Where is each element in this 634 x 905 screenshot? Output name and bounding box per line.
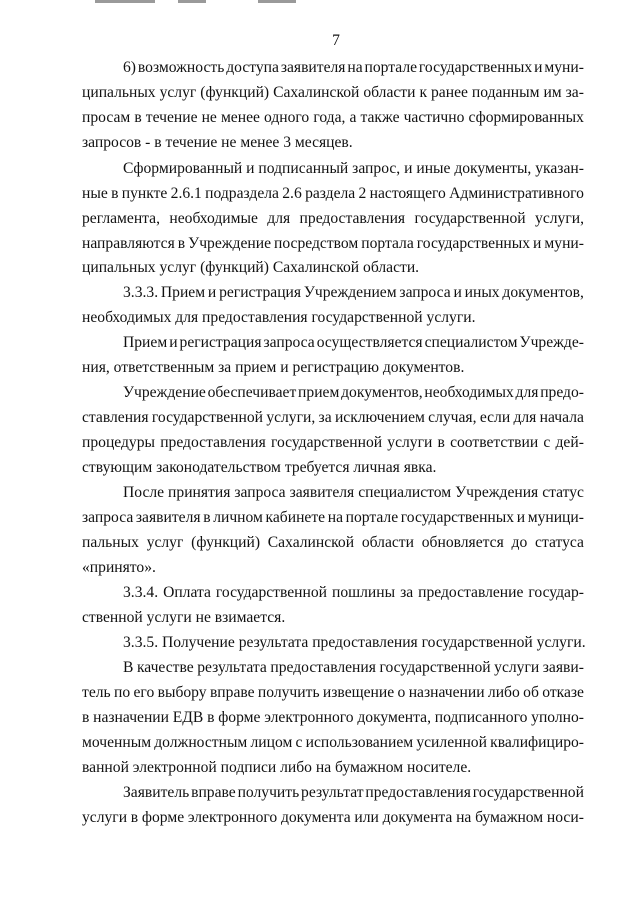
word: документа, [357, 709, 431, 726]
word: качестве [136, 659, 194, 676]
word: услуги [82, 809, 128, 826]
word: подраздела [205, 185, 279, 202]
text-line [123, 161, 584, 177]
word: и [533, 235, 542, 252]
word: услуг [146, 534, 184, 551]
word: государственной [472, 784, 584, 801]
word: государственной [414, 210, 526, 227]
word: Сахалинской [273, 84, 360, 101]
word: пальных [82, 534, 139, 551]
word: государственных [418, 59, 533, 76]
word: и [453, 284, 462, 301]
text-line: ствующим законодательством требуется личная явка. [82, 459, 437, 476]
word: им [543, 84, 562, 101]
word: либо [487, 684, 520, 701]
text-line [82, 410, 584, 426]
word: регламента, [82, 210, 160, 227]
word: за [400, 584, 414, 601]
text-line: ципальных услуг (функций) Сахалинской области. [82, 259, 420, 276]
text-line [82, 110, 584, 126]
word: муници- [527, 509, 584, 526]
word: форме [141, 809, 185, 826]
word: услуги, [266, 409, 316, 426]
text-line [82, 710, 584, 726]
word: и [207, 284, 217, 301]
word: процедуры [82, 434, 156, 451]
word: Учреждения [455, 484, 539, 501]
word: в [82, 709, 90, 726]
word: или [354, 809, 379, 826]
word: подписанный [258, 160, 349, 177]
word: прием [298, 384, 340, 401]
word: государственной [270, 434, 383, 451]
word: предоставления [160, 434, 266, 451]
word: 3.3.3. [123, 284, 159, 301]
text-line: ванной электронной подписи либо на бумажном носителе. [82, 759, 472, 776]
word: по [114, 684, 131, 701]
text-line [82, 535, 584, 551]
word: в [130, 809, 139, 826]
word: Сформированный [123, 160, 243, 177]
word: предоставления [299, 210, 406, 227]
text-line: запросов - в течение не менее 3 месяцев. [82, 134, 353, 151]
text-line [123, 385, 584, 401]
text-line [82, 236, 584, 252]
word: начала [539, 409, 584, 426]
word: статуса [535, 534, 584, 551]
word: обеспечивает [207, 384, 297, 401]
text-line [123, 660, 584, 676]
text-line [82, 735, 584, 751]
word: в [134, 109, 142, 126]
word: государственной [379, 659, 491, 676]
word: назначении [408, 684, 485, 701]
word: предоставление [418, 584, 524, 601]
word: (функций) [200, 84, 270, 101]
word: предоставления [365, 784, 471, 801]
word: и [246, 160, 255, 177]
word: частично [403, 109, 465, 126]
word: результата [197, 659, 267, 676]
word: выбору [157, 684, 207, 701]
word: документа [382, 809, 453, 826]
word: и [534, 59, 543, 76]
word: ЕДВ [172, 709, 204, 726]
word: настоящего [369, 185, 446, 202]
word: портале [364, 59, 418, 76]
word: в [207, 709, 215, 726]
word: государ- [528, 584, 584, 601]
word: заявителя [280, 59, 346, 76]
word: для [267, 210, 291, 227]
word: если [479, 409, 511, 426]
text-line [82, 85, 584, 101]
text-line [123, 60, 584, 76]
word: заяви- [542, 659, 584, 676]
scan-edge-mark [95, 0, 155, 3]
word: портала [361, 235, 414, 252]
word: ранее [431, 84, 468, 101]
word: на [327, 509, 343, 526]
word: соответствии [450, 434, 539, 451]
word: должностным [154, 734, 248, 751]
word: в [203, 509, 211, 526]
word: государственных [400, 509, 515, 526]
word: портале [345, 509, 399, 526]
word: пункте [121, 185, 168, 202]
section-heading: ственной услуги не взимается. [82, 609, 286, 626]
word: документы, [454, 160, 532, 177]
word: назначении [93, 709, 169, 726]
word: вправе [209, 684, 255, 701]
word: кабинете [265, 509, 326, 526]
word: его [133, 684, 155, 701]
word: с [295, 734, 303, 751]
word: получить [237, 784, 300, 801]
word: возможность [137, 59, 225, 76]
word: 2.6.1 [170, 185, 202, 202]
word: предо- [540, 384, 584, 401]
page-number: 7 [332, 32, 340, 49]
word: 3.3.4. [123, 584, 159, 601]
word: посредством [274, 235, 359, 252]
word: муни- [544, 59, 584, 76]
word: в [437, 434, 445, 451]
word: электронного [264, 709, 354, 726]
word: течение [145, 109, 198, 126]
word: запрос, [352, 160, 401, 177]
word: в [111, 185, 119, 202]
word: Административного [449, 185, 584, 202]
word: 2.6 [282, 185, 302, 202]
word: необходимых [424, 384, 514, 401]
word: муни- [544, 235, 584, 252]
word: для [513, 409, 537, 426]
word: государственной [215, 584, 328, 601]
word: После [123, 484, 165, 501]
word: сформированных [468, 109, 584, 126]
word: государственной [151, 409, 264, 426]
text-line: «принято». [82, 559, 156, 576]
word: тель [82, 684, 111, 701]
section-heading [123, 585, 584, 601]
word: иные [416, 160, 451, 177]
word: и [404, 160, 413, 177]
word: результат [301, 784, 364, 801]
word: Учреждением [303, 284, 397, 301]
word: Прием [160, 284, 206, 301]
word: области [363, 84, 416, 101]
word: бумажном [475, 809, 544, 826]
word: услуг [159, 84, 197, 101]
word: носи- [546, 809, 584, 826]
word: заявителя [135, 509, 201, 526]
word: в [177, 235, 186, 252]
word: дей- [555, 434, 584, 451]
text-line [82, 685, 584, 701]
word: одного [264, 109, 310, 126]
word: Учрежде- [519, 334, 584, 351]
word: на [347, 59, 363, 76]
word: (функций) [191, 534, 261, 551]
word: услуги [494, 659, 540, 676]
word: документа [280, 809, 351, 826]
word: о [397, 684, 406, 701]
word: доступа [226, 59, 279, 76]
scan-edge-mark [178, 0, 206, 3]
word: личном [213, 509, 263, 526]
word: для [515, 384, 539, 401]
word: усиленной [416, 734, 487, 751]
word: иных [464, 284, 500, 301]
word: ные [82, 185, 108, 202]
word: Сахалинской [267, 534, 355, 551]
word: обновляется [421, 534, 504, 551]
word: запроса [234, 484, 286, 501]
text-line [123, 335, 584, 351]
word: документов, [341, 384, 423, 401]
word: форме [218, 709, 261, 726]
word: с [543, 434, 551, 451]
word: документов, [502, 284, 584, 301]
word: и [516, 509, 526, 526]
word: принятия [168, 484, 231, 501]
word: отказе [542, 684, 584, 701]
text-line [82, 435, 584, 451]
word: за- [565, 84, 584, 101]
word: статус [542, 484, 584, 501]
word: специалистом [424, 334, 518, 351]
word: государственных [416, 235, 531, 252]
text-line [82, 810, 584, 826]
word: заявителя [289, 484, 355, 501]
text-line [82, 186, 584, 202]
word: об [523, 684, 539, 701]
word: на [456, 809, 472, 826]
word: также [360, 109, 400, 126]
word: поданным [471, 84, 540, 101]
word: Оплата [163, 584, 211, 601]
section-heading [123, 285, 584, 301]
word: просам [82, 109, 131, 126]
word: раздела [305, 185, 356, 202]
word: услуги, [535, 210, 584, 227]
word: а [349, 109, 357, 126]
word: получить [257, 684, 320, 701]
word: до [511, 534, 528, 551]
text-line: ния, ответственным за прием и регистрацию документов. [82, 359, 465, 376]
word: и [169, 334, 178, 351]
word: ставления [82, 409, 149, 426]
text-line [123, 785, 584, 801]
word: за [318, 409, 332, 426]
word: уполно- [531, 709, 584, 726]
word: ципальных [82, 84, 156, 101]
word: Учреждение [123, 384, 206, 401]
word: использованием [305, 734, 414, 751]
word: запроса [263, 334, 315, 351]
section-heading: 3.3.5. Получение результата предоставления государственной услуги. [123, 634, 586, 651]
word: Прием [123, 334, 168, 351]
word: Учреждение [188, 235, 271, 252]
word: необходимые [169, 210, 258, 227]
word: запроса [82, 509, 134, 526]
scan-edge-mark [258, 0, 296, 3]
word: исключением [334, 409, 425, 426]
word: подписанного [434, 709, 528, 726]
word: услуги [387, 434, 433, 451]
word: указан- [535, 160, 584, 177]
word: В [123, 659, 134, 676]
word: регистрация [179, 334, 262, 351]
word: случая, [428, 409, 477, 426]
word: направляются [82, 235, 175, 252]
word: менее [220, 109, 260, 126]
word: 2 [358, 185, 367, 202]
word: года, [313, 109, 346, 126]
word: к [419, 84, 428, 101]
word: вправе [191, 784, 236, 801]
word: пошлины [331, 584, 396, 601]
word: Заявитель [123, 784, 190, 801]
word: запроса [399, 284, 451, 301]
word: специалистом [358, 484, 452, 501]
word: квалифициро- [490, 734, 584, 751]
word: извещение [322, 684, 395, 701]
word: моченным [82, 734, 152, 751]
section-heading: необходимых для предоставления государственной услуги. [82, 309, 476, 326]
word: лицом [250, 734, 293, 751]
text-line [82, 510, 584, 526]
text-line [123, 485, 584, 501]
word: осуществляется [316, 334, 423, 351]
word: электронного [187, 809, 278, 826]
word: предоставления [270, 659, 376, 676]
word: регистрация [219, 284, 302, 301]
text-line [82, 211, 584, 227]
word: области [361, 534, 414, 551]
word: не [201, 109, 217, 126]
word: 6) [123, 59, 136, 76]
